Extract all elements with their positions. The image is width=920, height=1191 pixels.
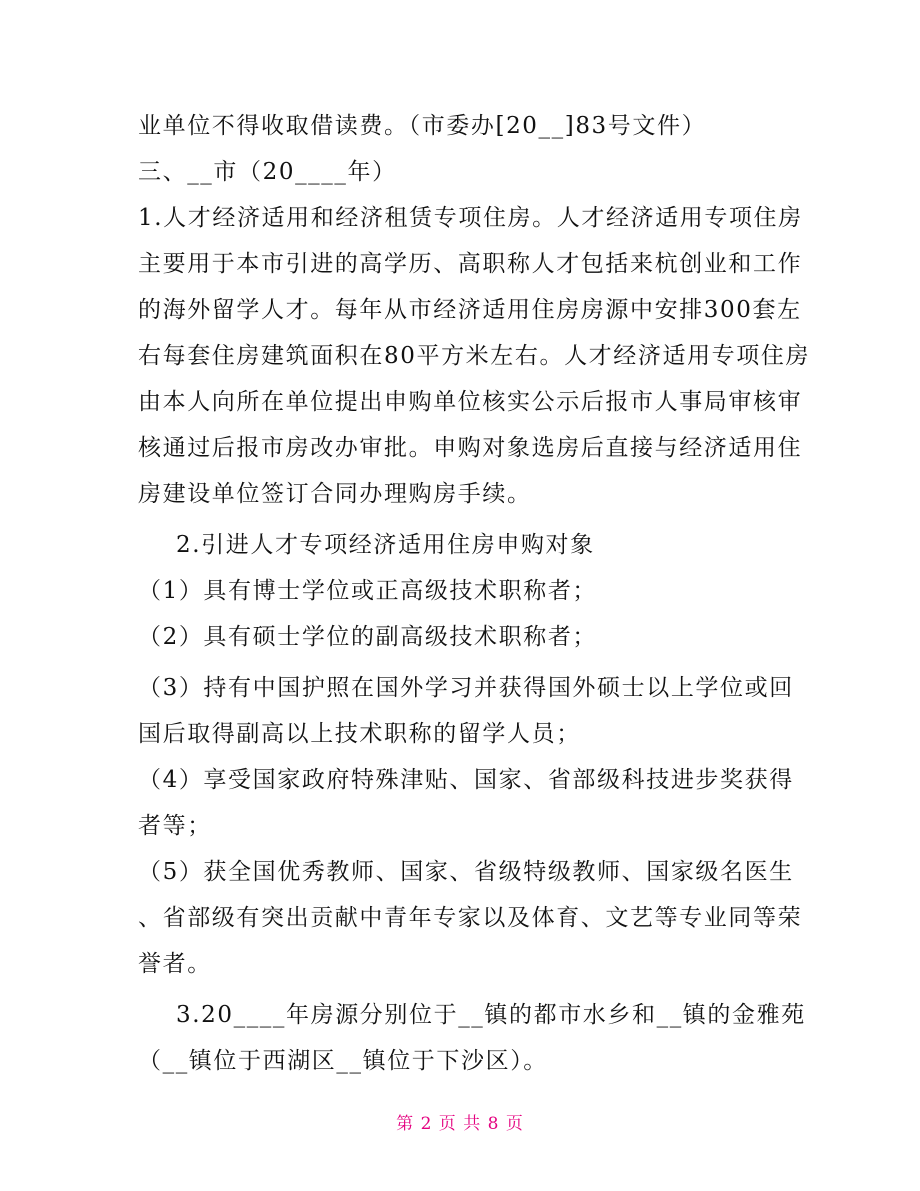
- text-line: 主要用于本市引进的高学历、高职称人才包括来杭创业和工作: [138, 251, 803, 277]
- list-item: （2）具有硕士学位的副高级技术职称者；: [138, 624, 598, 650]
- page-number-footer: 第 2 页 共 8 页: [396, 1114, 524, 1134]
- text-line: （__镇位于西湖区__镇位于下沙区）。: [138, 1048, 548, 1074]
- subsection-heading: 3.20____年房源分别位于__镇的都市水乡和__镇的金雅苑: [176, 1002, 806, 1028]
- text-line: 右每套住房建筑面积在80平方米左右。人才经济适用专项住房: [138, 343, 811, 369]
- list-item: （5）获全国优秀教师、国家、省级特级教师、国家级名医生: [138, 859, 794, 885]
- text-line: 的海外留学人才。每年从市经济适用住房房源中安排300套左: [138, 297, 802, 323]
- text-line: 誉者。: [138, 951, 212, 977]
- text-line: 者等；: [138, 813, 212, 839]
- text-line: 业单位不得收取借读费。（市委办[20__]83号文件）: [138, 113, 707, 139]
- list-item: （1）具有博士学位或正高级技术职称者；: [138, 578, 598, 604]
- section-heading: 三、__市（20____年）: [138, 159, 397, 185]
- list-item: （4）享受国家政府特殊津贴、国家、省部级科技进步奖获得: [138, 767, 794, 793]
- subsection-heading: 2.引进人才专项经济适用住房申购对象: [176, 532, 595, 558]
- text-line: 房建设单位签订合同办理购房手续。: [138, 481, 532, 507]
- text-line: 由本人向所在单位提出申购单位核实公示后报市人事局审核审: [138, 389, 803, 415]
- list-item: （3）持有中国护照在国外学习并获得国外硕士以上学位或回: [138, 675, 794, 701]
- text-line: 核通过后报市房改办审批。申购对象选房后直接与经济适用住: [138, 435, 803, 461]
- text-line: 国后取得副高以上技术职称的留学人员；: [138, 721, 581, 747]
- text-line: 、省部级有突出贡献中青年专家以及体育、文艺等专业同等荣: [138, 905, 803, 931]
- text-line: 1.人才经济适用和经济租赁专项住房。人才经济适用专项住房: [138, 205, 803, 231]
